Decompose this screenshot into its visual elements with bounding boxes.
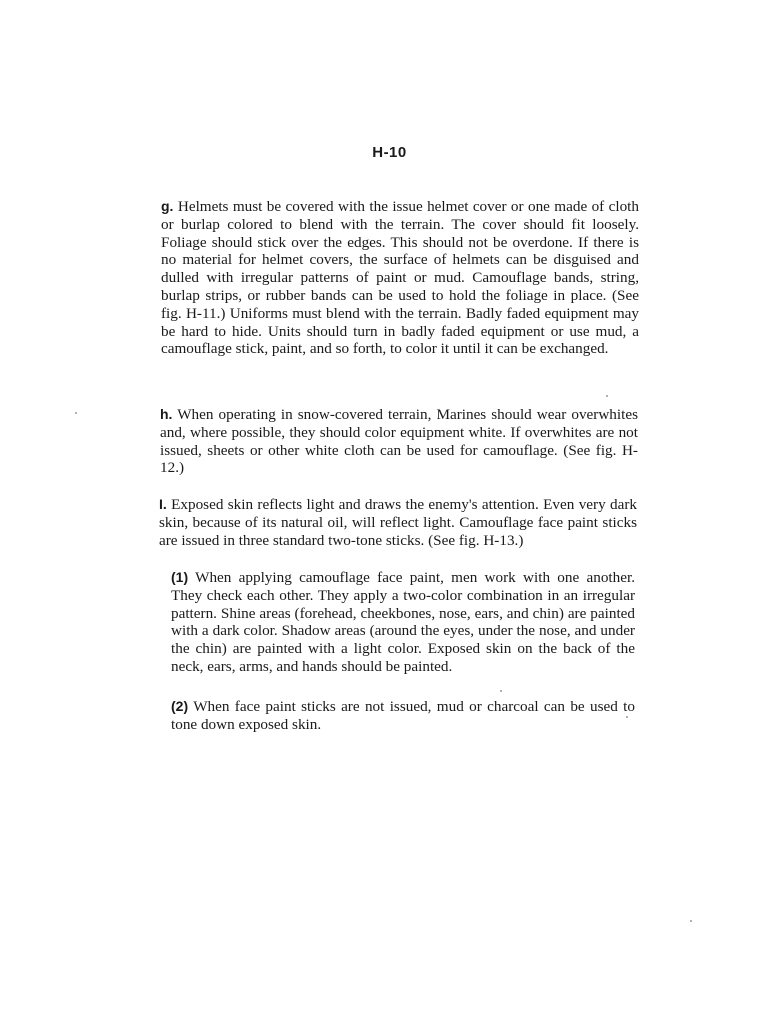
paragraph-label: (1)	[171, 569, 189, 585]
paragraph-text: When applying camouflage face paint, men work with one another. They check each other. They apply a two-color combination in an irregular pattern. Shine areas (forehead, cheekbones, nose, ears, and chin) are painted with a dark color. Shadow areas (around the eyes, under the nose, and under the chin) are painted with a light color. Exposed skin on the back of the neck, ears, arms, and hands should be painted.	[171, 569, 635, 675]
paragraph-text: When face paint sticks are not issued, mud or charcoal can be used to tone down exposed skin.	[171, 698, 635, 733]
scan-speck	[606, 395, 608, 397]
subparagraph-1	[171, 569, 635, 676]
paragraph-h	[160, 406, 638, 477]
scan-speck	[75, 412, 77, 414]
paragraph-text: Helmets must be covered with the issue helmet cover or one made of cloth or burlap colored to blend with the terrain. The cover should fit loosely. Foliage should stick over the edges. This should not be overdone. If there is no material for helmet covers, the surface of helmets can be disguised and dulled with irregular patterns of paint or mud. Camouflage bands, string, burlap strips, or rubber bands can be used to hold the foliage in place. (See fig. H-11.) Uniforms must blend with the terrain. Badly faded equipment may be hard to hide. Units should turn in badly faded equipment or use mud, a camouflage stick, paint, and so forth, to color it until it can be exchanged.	[161, 198, 639, 358]
page-number: H-10	[372, 144, 407, 161]
paragraph-label: (2)	[171, 698, 189, 714]
paragraph-g	[161, 198, 639, 358]
scan-speck	[626, 716, 628, 718]
paragraph-label: h.	[160, 406, 173, 422]
paragraph-label: I.	[159, 496, 167, 512]
subparagraph-2	[171, 698, 635, 734]
paragraph-text: When operating in snow-covered terrain, Marines should wear overwhites and, where possible, they should color equipment white. If overwhites are not issued, sheets or other white cloth can be used for camouflage. (See fig. H-12.)	[160, 406, 638, 477]
paragraph-text: Exposed skin reflects light and draws the enemy's attention. Even very dark skin, because of its natural oil, will reflect light. Camouflage face paint sticks are issued in three standard two-tone sticks. (See fig. H-13.)	[159, 496, 638, 549]
paragraph-label: g.	[161, 198, 174, 214]
scan-speck	[690, 920, 692, 922]
scan-speck	[500, 690, 502, 692]
paragraph-i	[159, 496, 637, 549]
